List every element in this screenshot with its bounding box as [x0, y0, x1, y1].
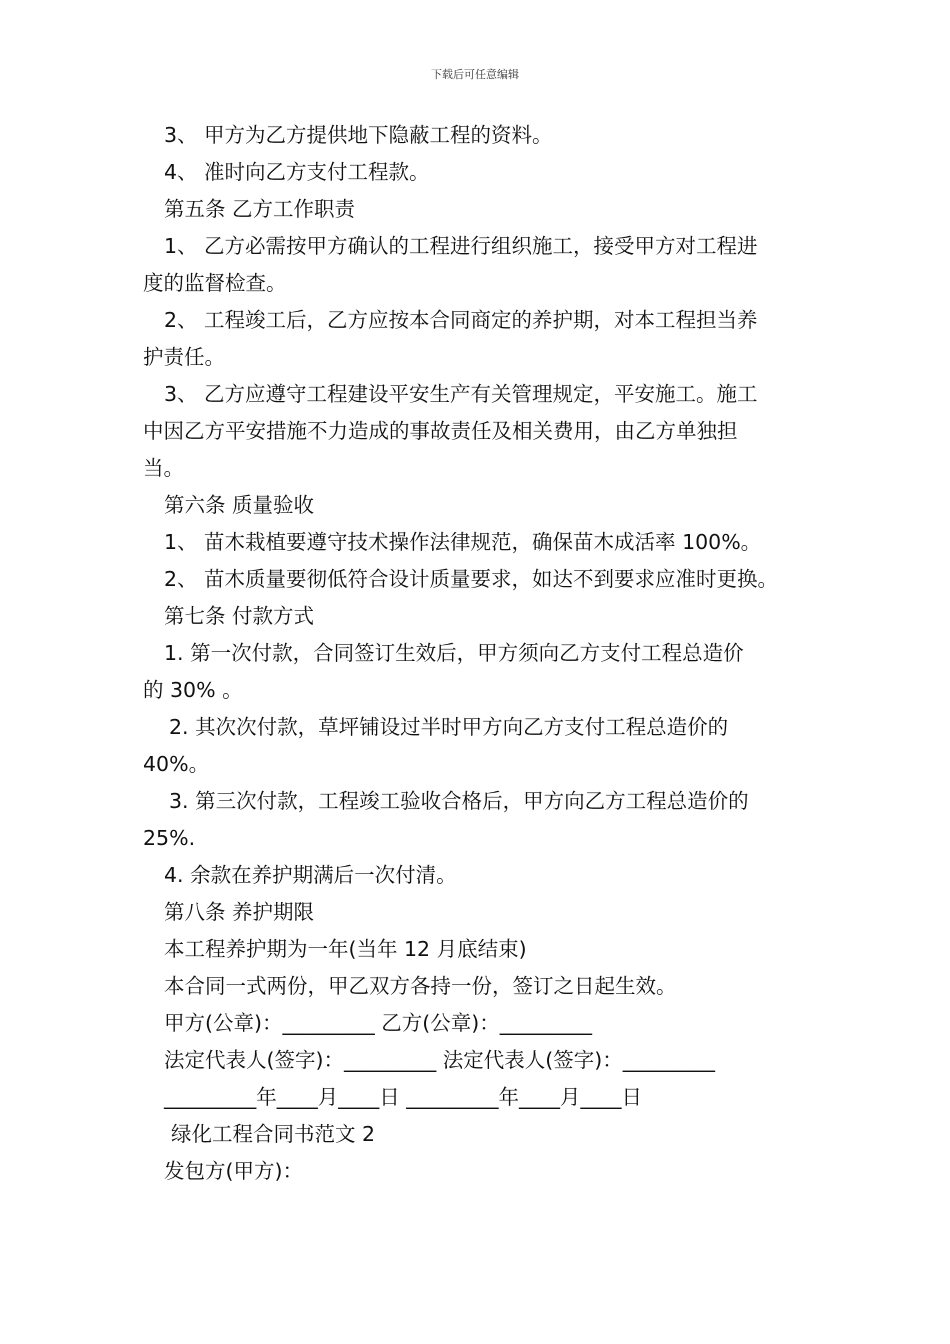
paragraph-line: 3、 甲方为乙方提供地下隐蔽工程的资料。	[164, 123, 553, 147]
paragraph-line: 2、 苗木质量要彻低符合设计质量要求，如达不到要求应准时更换。	[164, 567, 779, 591]
paragraph-line: 2. 其次次付款，草坪铺设过半时甲方向乙方支付工程总造价的	[169, 715, 729, 739]
paragraph-line: 40%。	[143, 752, 210, 776]
paragraph-line: 3. 第三次付款，工程竣工验收合格后，甲方向乙方工程总造价的	[169, 789, 749, 813]
paragraph-line: 护责任。	[143, 345, 225, 369]
section-heading: 第五条 乙方工作职责	[164, 197, 356, 221]
paragraph-line: 发包方(甲方)：	[164, 1159, 303, 1183]
document-body	[143, 120, 833, 1193]
date-line: _________年____月____日 _________年____月____日	[164, 1085, 643, 1109]
section-heading: 第七条 付款方式	[164, 604, 315, 628]
paragraph-line: 4、 准时向乙方支付工程款。	[164, 160, 430, 184]
section-heading: 第八条 养护期限	[164, 900, 315, 924]
paragraph-line: 度的监督检查。	[143, 271, 287, 295]
section-heading: 绿化工程合同书范文 2	[171, 1122, 376, 1146]
paragraph-line: 1、 乙方必需按甲方确认的工程进行组织施工，接受甲方对工程进	[164, 234, 758, 258]
signature-line: 法定代表人(签字)：_________ 法定代表人(签字)：_________	[164, 1048, 716, 1072]
paragraph-line: 2、 工程竣工后，乙方应按本合同商定的养护期，对本工程担当养	[164, 308, 758, 332]
paragraph-line: 本工程养护期为一年(当年 12 月底结束)	[164, 937, 527, 961]
paragraph-line: 当。	[143, 456, 184, 480]
paragraph-line: 中因乙方平安措施不力造成的事故责任及相关费用，由乙方单独担	[143, 419, 738, 443]
paragraph-line: 1、 苗木栽植要遵守技术操作法律规范，确保苗木成活率 100%。	[164, 530, 762, 554]
paragraph-line: 1. 第一次付款，合同签订生效后，甲方须向乙方支付工程总造价	[164, 641, 744, 665]
section-heading: 第六条 质量验收	[164, 493, 315, 517]
paragraph-line: 的 30% 。	[143, 678, 243, 702]
paragraph-line: 本合同一式两份，甲乙双方各持一份，签订之日起生效。	[164, 974, 677, 998]
paragraph-line: 25%.	[143, 826, 196, 850]
page-header: 下载后可任意编辑	[431, 68, 519, 81]
paragraph-line: 3、 乙方应遵守工程建设平安生产有关管理规定，平安施工。施工	[164, 382, 758, 406]
signature-line: 甲方(公章)：_________ 乙方(公章)：_________	[164, 1011, 593, 1035]
paragraph-line: 4. 余款在养护期满后一次付清。	[164, 863, 457, 887]
